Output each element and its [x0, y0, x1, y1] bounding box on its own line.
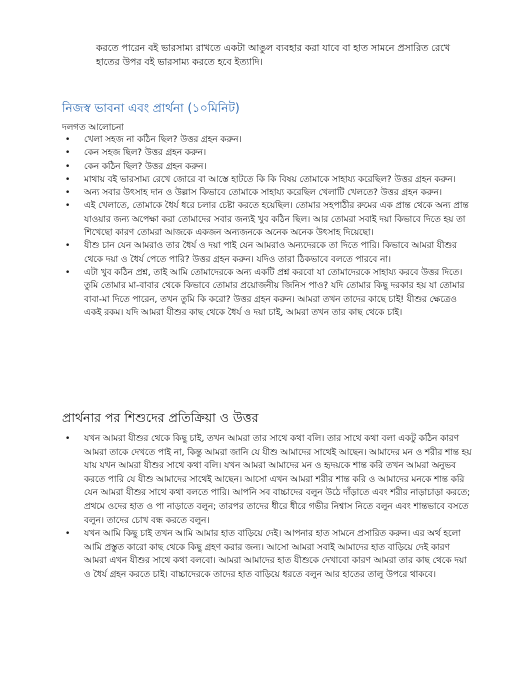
- response-list: [62, 433, 472, 583]
- intro-paragraph: করতে পারেন বই ভারসাম্য রাখতে একটা আঙুল ব্যবহার করা যাবে বা হাত সামনে প্রসারিত রেখে হাতের উপর বই ভারসাম্য করতে হবে ইত্যাদি।: [96, 43, 451, 68]
- section-heading-responses: প্রার্থনার পর শিশুদের প্রতিক্রিয়া ও উত্তর: [62, 410, 259, 425]
- list-item: • অন্য সবার উৎসাহ দান ও উল্লাস কিভাবে তোমাকে সাহায্য করেছিল খেলাটি খেলতে? উত্তর গ্রহন করুন।: [62, 187, 472, 200]
- list-item: • খেলা সহজ না কঠিন ছিল? উত্তর গ্রহন করুন।: [62, 134, 472, 147]
- list-item: • এটা খুব কঠিন প্রশ্ন, তাই আমি তোমাদেরকে অন্য একটি প্রশ্ন করবো যা তোমাদেরকে সাহায্য করবে উত্তর দিতে। তুমি তোমার মা-বাবার থেকে কিভাবে তোমার প্রয়োজনীয় জিনিস পাও? যদি তোমার কিছু দরকার হয় যা তোমার বাবা-মা দিতে পারেন, তখন তুমি কি করো? উত্তর গ্রহন করুন। আমরা তখন তাদের কাছে চাই! যীশুর ক্ষেত্রেও একই রকম। যদি আমরা যীশুর কাছ থেকে ধৈর্য ও দয়া চাই, আমরা তখন তার কাছ থেকে চাই।: [62, 267, 472, 320]
- list-item: • যীশু চান যেন আমরাও তার ধৈর্য ও দয়া পাই যেন আমরাও অন্যদেরকে তা দিতে পারি। কিভাবে আমরা যীশুর থেকে দয়া ও ধৈর্য পেতে পারি? উত্তর গ্রহন করুন। যদিও তারা ঠিকভাবে বলতে পারবে না।: [62, 240, 472, 267]
- section-heading-reflection-prayer: নিজস্ব ভাবনা এবং প্রার্থনা (১০মিনিট): [62, 101, 240, 115]
- list-item: • এই খেলাতে, তোমাকে ধৈর্য ধরে চলার চেষ্টা করতে হয়েছিল। তোমার সহপাঠীর রুমের এক প্রান্ত থেকে অন্য প্রান্ত যাওয়ার জন্য অপেক্ষা করা তোমাদের সবার জন্যই খুব কঠিন ছিল। আর তোমরা সবাই দয়া কিভাবে দিতে হয় তা শিখেছো কারণ তোমরা আজকে একজন অন্যজনকে অনেক অনেক উৎসাহ দিয়েছো।: [62, 200, 472, 240]
- list-item: • যখন আমরা যীশুর থেকে কিছু চাই, তখন আমরা তার সাথে কথা বলি। তার সাথে কথা বলা একটু কঠিন কারণ আমরা তাকে দেখতে পাই না, কিন্তু আমরা জানি যে যীশু আমাদের সাথেই আছেন। আমাদের মন ও শরীর শান্ত হয় যায় যখন আমরা যীশুর সাথে কথা বলি। যখন আমরা আমাদের মন ও হৃদয়কে শান্ত করি তখন আমরা অনুভব করতে পারি যে যীশু আমাদের সাথেই আছেন। আসো এখন আমরা শরীর শান্ত করি ও আমাদের মনকে শান্ত করি যেন আমরা যীশুর সাথে কথা বলতে পারি। আপনি সব বাচ্চাদের বলুন উঠে দাঁড়াতে এবং শরীর নাড়াচাড়া করতে; প্রথমে ওদের হাত ও পা নাড়াতে বলুন; তারপর তাদের ধীরে ধীরে গভীর নিশ্বাস নিতে বলুন এবং শান্তভাবে বসতে বলুন। তাদের চোখ বন্ধ করতে বলুন।: [62, 433, 472, 528]
- list-item: • মাথায় বই ভারসাম্য রেখে জোরে বা আস্তে হাটতে কি কি বিষয় তোমাকে সাহায্য করেছিল? উত্তর গ্রহন করুন।: [62, 174, 472, 187]
- discussion-list: [62, 134, 472, 320]
- group-discussion-label: দলগত আলোচনা: [62, 123, 124, 133]
- list-item: • কেন কঠিন ছিল? উত্তর গ্রহন করুন।: [62, 161, 472, 174]
- list-item: • কেন সহজ ছিল? উত্তর গ্রহন করুন।: [62, 147, 472, 160]
- list-item: • যখন আমি কিছু চাই তখন আমি আমার হাত বাড়িয়ে দেই। আপনার হাত সামনে প্রসারিত করুন। এর অর্থ হলো আমি প্রস্তুত কারো কাছ থেকে কিছু গ্রহণ করার জন্য। আসো আমরা সবাই আমাদের হাত বাড়িয়ে দেই কারণ আমরা এখন যীশুর সাথে কথা বলবো। আমরা আমাদের হাত যীশুকে দেখাবো কারণ আমরা তার কাছ থেকে দয়া ও ধৈর্য গ্রহন করতে চাই। বাচ্চাদেরকে তাদের হাত বাড়িয়ে ধরতে বলুন আর হাতের তালু উপরে থাকবে।: [62, 528, 472, 582]
